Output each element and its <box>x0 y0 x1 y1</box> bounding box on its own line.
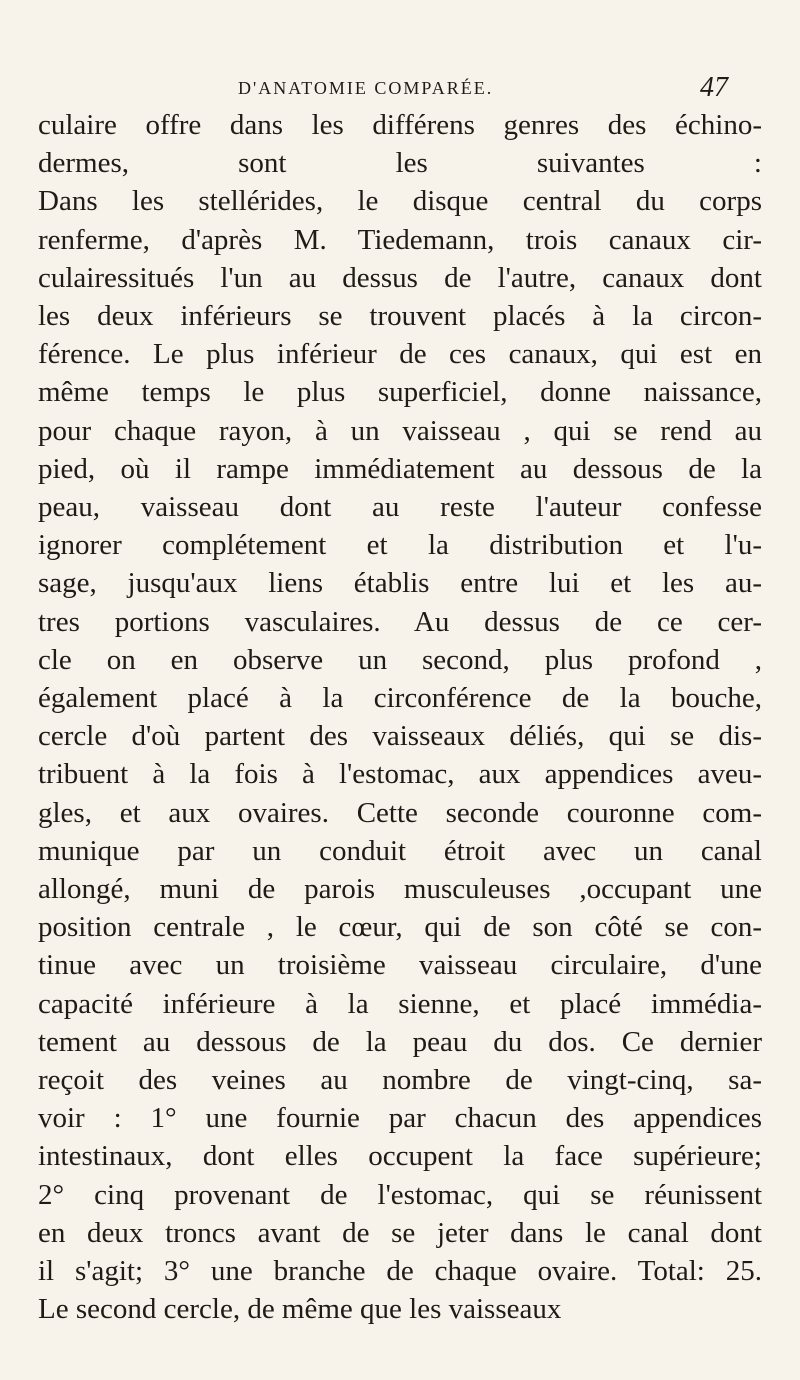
text-line-7: férence. Le plus inférieur de ces canaux, qui est en <box>38 338 762 371</box>
text-line-19: gles, et aux ovaires. Cette seconde couronne com- <box>38 796 762 829</box>
text-line-26: reçoit des veines au nombre de vingt-cinq, sa- <box>38 1064 762 1097</box>
text-line-23: tinue avec un troisième vaisseau circulaire, d'une <box>38 949 762 982</box>
text-line-2: dermes, sont les suivantes : <box>38 147 762 180</box>
text-line-22: position centrale , le cœur, qui de son côté se con- <box>38 911 762 944</box>
running-title: D'ANATOMIE COMPARÉE. <box>238 78 494 98</box>
text-line-20: munique par un conduit étroit avec un canal <box>38 834 762 867</box>
text-line-9: pour chaque rayon, à un vaisseau , qui se rend au <box>38 414 762 447</box>
text-line-25: tement au dessous de la peau du dos. Ce dernier <box>38 1025 762 1058</box>
text-line-5: culairessitués l'un au dessus de l'autre, canaux dont <box>38 261 762 294</box>
text-line-29: 2° cinq provenant de l'estomac, qui se réunissent <box>38 1178 762 1211</box>
body-paragraph <box>38 106 762 1329</box>
text-line-27: voir : 1° une fournie par chacun des appendices <box>38 1102 762 1135</box>
text-line-21: allongé, muni de parois musculeuses ,occupant une <box>38 873 762 906</box>
text-line-32: Le second cercle, de même que les vaisseaux <box>38 1293 562 1326</box>
text-line-8: même temps le plus superficiel, donne naissance, <box>38 376 762 409</box>
text-line-4: renferme, d'après M. Tiedemann, trois canaux cir- <box>38 223 762 256</box>
page-number: 47 <box>700 72 728 103</box>
text-line-3: Dans les stellérides, le disque central du corps <box>38 185 762 218</box>
text-line-17: cercle d'où partent des vaisseaux déliés, qui se dis- <box>38 720 762 753</box>
text-line-18: tribuent à la fois à l'estomac, aux appendices aveu- <box>38 758 762 791</box>
text-line-24: capacité inférieure à la sienne, et placé immédia- <box>38 987 762 1020</box>
text-line-6: les deux inférieurs se trouvent placés à la circon- <box>38 300 762 333</box>
running-header <box>38 68 764 103</box>
text-line-12: ignorer complétement et la distribution et l'u- <box>38 529 762 562</box>
text-line-13: sage, jusqu'aux liens établis entre lui et les au- <box>38 567 762 600</box>
text-line-16: également placé à la circonférence de la bouche, <box>38 682 762 715</box>
text-line-15: cle on en observe un second, plus profond , <box>38 643 762 676</box>
text-line-14: tres portions vasculaires. Au dessus de ce cer- <box>38 605 762 638</box>
text-line-28: intestinaux, dont elles occupent la face supérieure; <box>38 1140 762 1173</box>
text-line-11: peau, vaisseau dont au reste l'auteur confesse <box>38 491 762 524</box>
text-line-30: en deux troncs avant de se jeter dans le canal dont <box>38 1216 762 1249</box>
text-line-31: il s'agit; 3° une branche de chaque ovaire. Total: 25. <box>38 1255 762 1288</box>
text-line-1: culaire offre dans les différens genres des échino- <box>38 109 762 141</box>
text-line-10: pied, où il rampe immédiatement au dessous de la <box>38 452 762 485</box>
